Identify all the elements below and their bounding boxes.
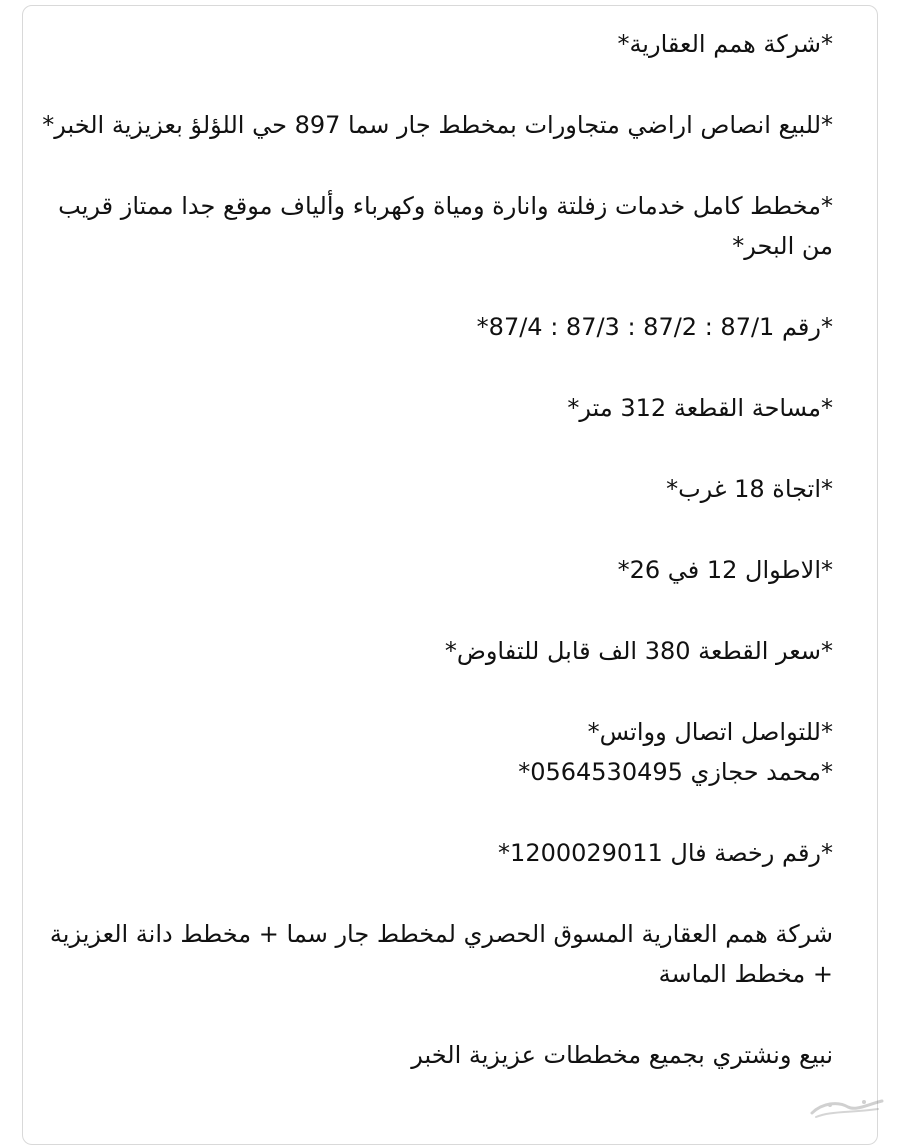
exclusive-marketer-line: شركة همم العقارية المسوق الحصري لمخطط جار سما + مخطط دانة العزيزية + مخطط الماسة: [49, 920, 833, 988]
price-line: *سعر القطعة 380 الف قابل للتفاوض*: [444, 637, 833, 665]
direction-line: *اتجاة 18 غرب*: [666, 475, 833, 503]
company-name-line: *شركة همم العقارية*: [617, 30, 833, 58]
post-body: [33, 24, 833, 1116]
license-number-line: *رقم رخصة فال 1200029011*: [498, 839, 833, 867]
buy-sell-line: نبيع ونشتري بجميع مخططات عزيزية الخبر: [411, 1041, 833, 1069]
plot-numbers-line: *رقم 87/1 : 87/2 : 87/3 : 87/4*: [476, 313, 833, 341]
haraj-logo-watermark-icon: [808, 1095, 886, 1121]
sale-description-line: *للبيع انصاص اراضي متجاورات بمخطط جار سما 897 حي اللؤلؤ بعزيزية الخبر*: [42, 111, 833, 139]
contact-heading: *للتواصل اتصال وواتس*: [587, 718, 833, 746]
services-line: *مخطط كامل خدمات زفلتة وانارة ومياة وكهرباء وألياف موقع جدا ممتاز قريب من البحر*: [58, 192, 833, 260]
dimensions-line: *الاطوال 12 في 26*: [617, 556, 833, 584]
plot-area-line: *مساحة القطعة 312 متر*: [567, 394, 833, 422]
post-card: [22, 5, 878, 1145]
contact-name-phone: *محمد حجازي 0564530495*: [518, 758, 833, 786]
